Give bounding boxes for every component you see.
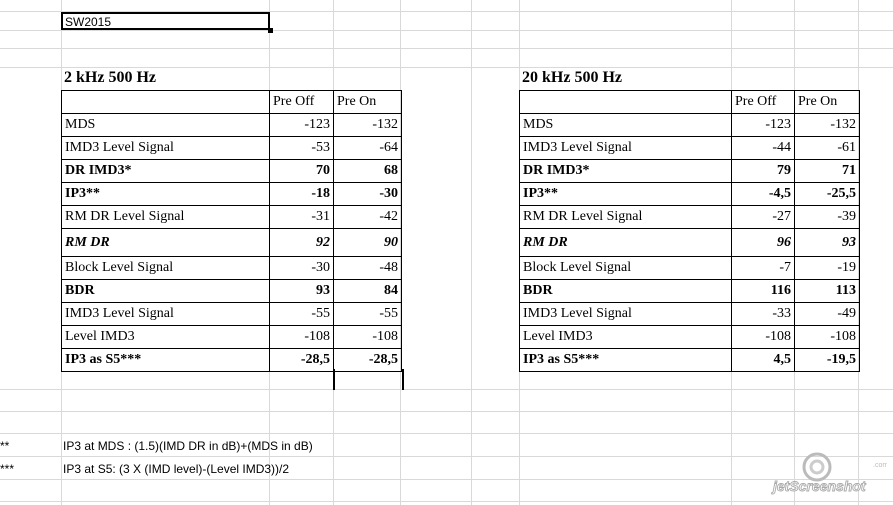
fill-handle[interactable] [268, 28, 273, 33]
table-row [520, 229, 860, 257]
table-row [62, 303, 402, 326]
pre-on-value: -48 [334, 257, 402, 280]
table-row [520, 206, 860, 229]
header-cell [520, 91, 732, 114]
table-row [520, 137, 860, 160]
pre-on-value: -132 [334, 114, 402, 137]
row-label: IP3 as S5*** [62, 349, 270, 372]
pre-on-value: 84 [334, 280, 402, 303]
pre-off-value: -108 [732, 326, 795, 349]
watermark-text: jetScreenshot [773, 478, 866, 494]
pre-on-value: -132 [795, 114, 860, 137]
pre-off-value: -33 [732, 303, 795, 326]
row-label: Level IMD3 [520, 326, 732, 349]
pre-off-value: 79 [732, 160, 795, 183]
table-row [520, 183, 860, 206]
pre-on-value: 68 [334, 160, 402, 183]
header-cell: Pre On [795, 91, 860, 114]
table-row [62, 183, 402, 206]
pre-on-value: -19 [795, 257, 860, 280]
table-row [520, 280, 860, 303]
pre-on-value: -25,5 [795, 183, 860, 206]
pre-off-value: -108 [270, 326, 334, 349]
pre-off-value: 70 [270, 160, 334, 183]
row-label: Block Level Signal [62, 257, 270, 280]
watermark-logo [769, 451, 887, 495]
row-label: Block Level Signal [520, 257, 732, 280]
header-cell: Pre On [334, 91, 402, 114]
row-label: IMD3 Level Signal [62, 303, 270, 326]
left-data-table [61, 90, 402, 372]
table-row [62, 114, 402, 137]
table-row [62, 280, 402, 303]
selected-cell[interactable] [61, 12, 270, 30]
pre-on-value: -108 [795, 326, 860, 349]
row-label: RM DR Level Signal [520, 206, 732, 229]
note-text-2: IP3 at S5: (3 X (IMD level)-(Level IMD3))/2 [63, 462, 290, 476]
row-label: BDR [520, 280, 732, 303]
pre-on-value: -49 [795, 303, 860, 326]
pre-on-value: 90 [334, 229, 402, 257]
pre-off-value: -27 [732, 206, 795, 229]
row-label: DR IMD3* [62, 160, 270, 183]
pre-on-value: -30 [334, 183, 402, 206]
pre-off-value: 116 [732, 280, 795, 303]
pre-off-value: -4,5 [732, 183, 795, 206]
pre-off-value: -44 [732, 137, 795, 160]
pre-off-value: -18 [270, 183, 334, 206]
row-label: Level IMD3 [62, 326, 270, 349]
pre-off-value: -7 [732, 257, 795, 280]
note-marker-2: *** [0, 462, 15, 476]
header-cell: Pre Off [270, 91, 334, 114]
table-row [520, 114, 860, 137]
pre-on-value: -19,5 [795, 349, 860, 372]
pre-off-value: -31 [270, 206, 334, 229]
row-label: DR IMD3* [520, 160, 732, 183]
pre-on-value: -55 [334, 303, 402, 326]
pre-off-value: 93 [270, 280, 334, 303]
pre-off-value: -123 [732, 114, 795, 137]
pre-on-value: -61 [795, 137, 860, 160]
header-cell: Pre Off [732, 91, 795, 114]
table-row [62, 137, 402, 160]
pre-on-value: 93 [795, 229, 860, 257]
row-label: MDS [520, 114, 732, 137]
right-data-table [519, 90, 860, 372]
table-row [520, 349, 860, 372]
row-label: MDS [62, 114, 270, 137]
table-row [520, 257, 860, 280]
row-label: RM DR [520, 229, 732, 257]
pre-off-value: -123 [270, 114, 334, 137]
pre-off-value: 4,5 [732, 349, 795, 372]
row-label: IP3** [520, 183, 732, 206]
selected-cell-value: SW2015 [65, 15, 112, 29]
row-label: IP3** [62, 183, 270, 206]
pre-off-value: -30 [270, 257, 334, 280]
note-marker-1: ** [0, 439, 10, 453]
table-row [62, 206, 402, 229]
table-row [520, 160, 860, 183]
right-table-title: 20 kHz 500 Hz [522, 69, 622, 86]
pre-off-value: -53 [270, 137, 334, 160]
watermark-sub: .com [873, 462, 887, 469]
table-row [62, 326, 402, 349]
pre-off-value: -55 [270, 303, 334, 326]
left-table-extension [333, 369, 404, 390]
header-cell [62, 91, 270, 114]
note-text-1: IP3 at MDS : (1.5)(IMD DR in dB)+(MDS in dB) [63, 439, 313, 453]
left-table-title: 2 kHz 500 Hz [64, 69, 156, 86]
table-row [62, 160, 402, 183]
pre-on-value: -64 [334, 137, 402, 160]
table-row [520, 303, 860, 326]
pre-on-value: -108 [334, 326, 402, 349]
pre-on-value: -28,5 [334, 349, 402, 372]
pre-on-value: -39 [795, 206, 860, 229]
row-label: IMD3 Level Signal [520, 137, 732, 160]
table-row [520, 326, 860, 349]
table-row [62, 229, 402, 257]
pre-on-value: 113 [795, 280, 860, 303]
pre-off-value: 96 [732, 229, 795, 257]
pre-off-value: 92 [270, 229, 334, 257]
row-label: IP3 as S5*** [520, 349, 732, 372]
row-label: RM DR Level Signal [62, 206, 270, 229]
pre-off-value: -28,5 [270, 349, 334, 372]
camera-lens-icon [769, 451, 887, 495]
pre-on-value: -42 [334, 206, 402, 229]
row-label: IMD3 Level Signal [520, 303, 732, 326]
row-label: BDR [62, 280, 270, 303]
table-row [62, 257, 402, 280]
pre-on-value: 71 [795, 160, 860, 183]
row-label: IMD3 Level Signal [62, 137, 270, 160]
row-label: RM DR [62, 229, 270, 257]
